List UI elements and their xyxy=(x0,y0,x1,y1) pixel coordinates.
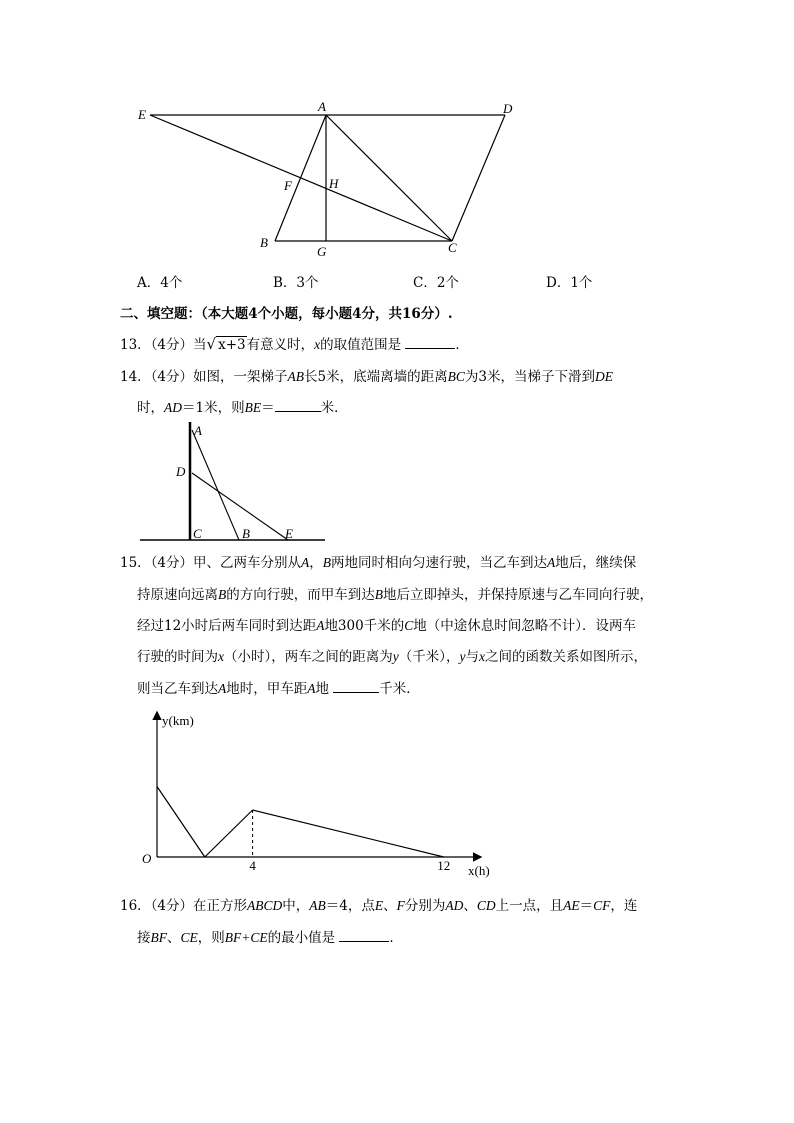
x-tick-label-12: 12 xyxy=(437,858,451,873)
origin-label: O xyxy=(142,851,152,866)
label-A: A xyxy=(194,423,202,438)
question-13: 13．（4分）当√ x+3有意义时，x的取值范围是 ． xyxy=(120,335,469,353)
question-15-line-2: 持原速向远离B的方向行驶，而甲车到达B地后立即掉头，并保持原速与乙车同向行驶， xyxy=(137,587,653,603)
x-axis-label: x(h) xyxy=(468,863,490,878)
label-D: D xyxy=(176,464,186,479)
segment-BA xyxy=(275,115,326,241)
geometry-figure-1 xyxy=(130,95,530,265)
question-15-line-4: 行驶的时间为x（小时），两车之间的距离为y（千米），y与x之间的函数关系如图所示， xyxy=(137,649,647,665)
label-C: C xyxy=(193,526,202,541)
label-G: G xyxy=(317,244,327,259)
answer-blank-16[interactable] xyxy=(339,927,389,942)
option-a: A．4个 xyxy=(137,275,183,291)
question-14-line-1: 14．（4分）如图，一架梯子AB长5米，底端离墙的距离BC为3米，当梯子下滑到DE xyxy=(120,369,613,385)
option-b: B．3个 xyxy=(273,275,319,291)
label-B: B xyxy=(242,526,250,541)
option-c: C．2个 xyxy=(413,275,459,291)
graph-segment-1 xyxy=(157,787,205,858)
y-axis-label: y(km) xyxy=(162,713,194,728)
segment-AC xyxy=(326,115,452,241)
answer-blank-15[interactable] xyxy=(333,678,379,693)
label-A: A xyxy=(318,99,326,114)
question-16-line-2: 接BF、CE，则BF+CE的最小值是 ． xyxy=(137,926,403,946)
segment-DC xyxy=(452,115,505,241)
question-16-line-1: 16．（4分）在正方形ABCD中，AB＝4，点E、F分别为AD、CD上一点，且AE＝CF，连 xyxy=(120,898,638,914)
answer-blank-14[interactable] xyxy=(275,397,321,412)
label-C: C xyxy=(448,240,457,255)
x-tick-label-4: 4 xyxy=(249,858,256,873)
option-d: D．1个 xyxy=(546,275,593,291)
question-15-line-3: 经过12小时后两车同时到达距A地300千米的C地（中途休息时间忽略不计）．设两车 xyxy=(137,618,636,634)
ladder-AB xyxy=(192,430,239,540)
question-14-line-2: 时，AD＝1米，则BE＝ 米． xyxy=(137,396,348,416)
graph-segment-3 xyxy=(253,810,444,857)
question-15-line-1: 15．（4分）甲、乙两车分别从A，B两地同时相向匀速行驶，当乙车到达A地后，继续保 xyxy=(120,555,637,571)
label-H: H xyxy=(329,176,339,191)
label-B: B xyxy=(260,235,268,250)
label-D: D xyxy=(503,101,513,116)
label-F: F xyxy=(284,178,292,193)
label-E: E xyxy=(285,526,293,541)
section-2-title: 二、填空题：（本大题4个小题，每小题4分，共16分）. xyxy=(120,306,453,322)
answer-blank-13[interactable] xyxy=(405,334,455,349)
question-15-line-5: 则当乙车到达A地时，甲车距A地 千米． xyxy=(137,677,420,697)
ladder-figure xyxy=(135,418,335,546)
sqrt-expression: √ x+3 xyxy=(206,335,246,353)
distance-time-graph xyxy=(135,705,495,880)
graph-segment-2 xyxy=(205,810,253,857)
ladder-DE xyxy=(192,473,288,540)
label-E: E xyxy=(138,107,146,122)
